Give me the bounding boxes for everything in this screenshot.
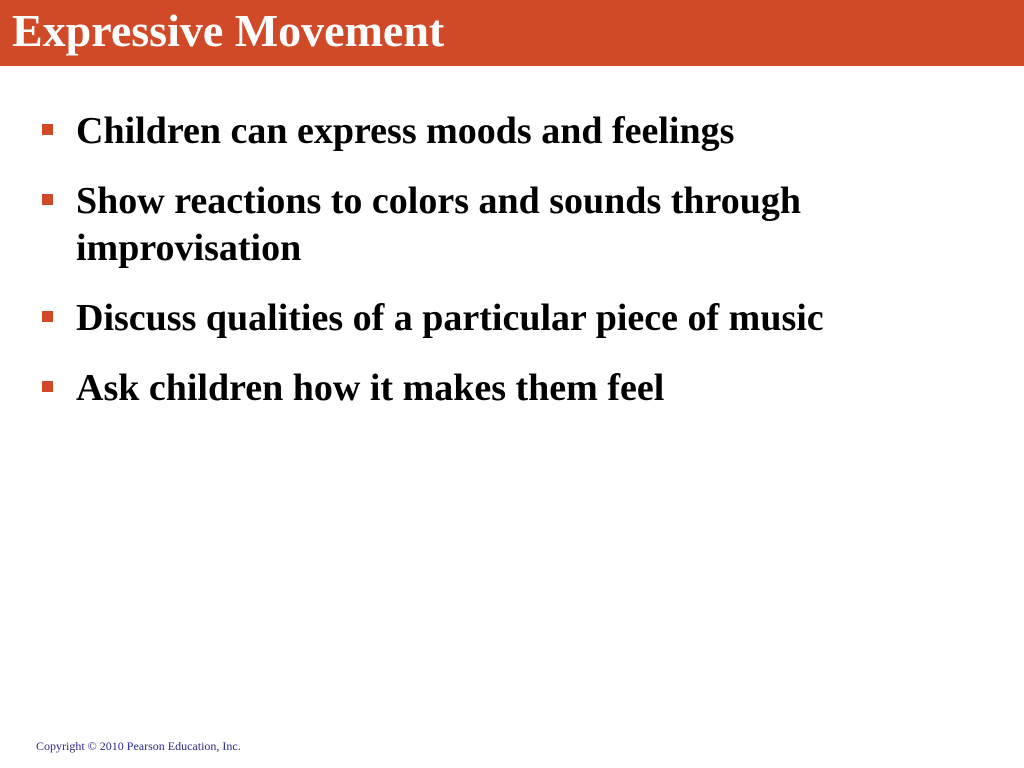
bullet-list	[40, 108, 990, 435]
slide-title: Expressive Movement	[12, 5, 445, 56]
bullet-item	[40, 365, 990, 412]
square-bullet-icon	[42, 124, 53, 135]
copyright-footer: Copyright © 2010 Pearson Education, Inc.	[36, 739, 241, 753]
bullet-text: Show reactions to colors and sounds through improvisation	[76, 180, 801, 269]
bullet-text: Discuss qualities of a particular piece of music	[76, 297, 824, 339]
bullet-item	[40, 178, 990, 272]
square-bullet-icon	[42, 381, 53, 392]
bullet-text: Children can express moods and feelings	[76, 110, 735, 152]
square-bullet-icon	[42, 194, 53, 205]
bullet-item	[40, 108, 990, 155]
bullet-text: Ask children how it makes them feel	[76, 367, 665, 409]
bullet-item	[40, 295, 990, 342]
square-bullet-icon	[42, 311, 53, 322]
title-bar	[0, 0, 1024, 66]
